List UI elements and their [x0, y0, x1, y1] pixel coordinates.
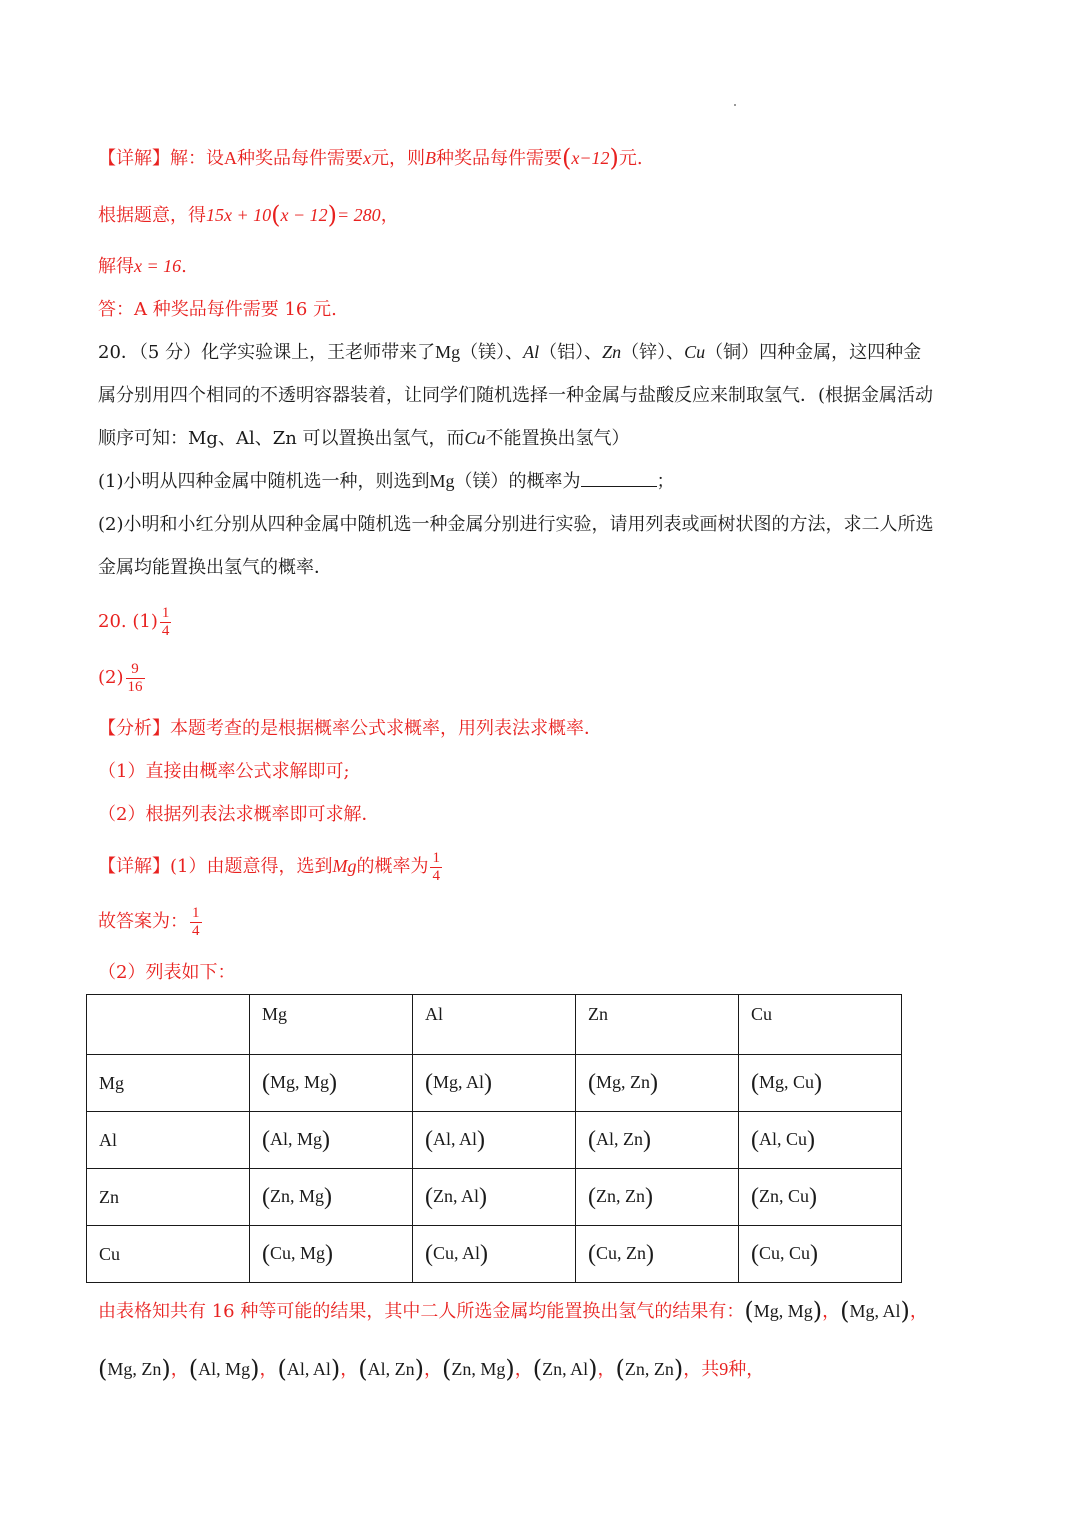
stray-dot [734, 104, 736, 106]
analysis-1: （1）直接由概率公式求解即可; [98, 761, 350, 782]
fraction: $\frac{9}{16}$ [127, 660, 143, 695]
table-cell: (Mg, Cu) [739, 1055, 902, 1112]
solution19-solve: 解得x = 16. [98, 256, 187, 277]
table-cell: (Cu, Zn) [576, 1226, 739, 1283]
row-label: Mg [87, 1055, 250, 1112]
fraction: $\frac{1}{4}$ [161, 604, 170, 639]
conclusion-line1: 由表格知共有 16 种等可能的结果，其中二人所选金属均能置换出氢气的结果有：(Mg, Mg)，(Mg, Al)， [98, 1297, 928, 1325]
table-cell: (Al, Zn) [576, 1112, 739, 1169]
table-cell: (Mg, Zn) [576, 1055, 739, 1112]
table-cell: (Al, Al) [413, 1112, 576, 1169]
fraction: $\frac{1}{4}$ [192, 904, 200, 939]
detail-part1: 【详解】(1）由题意得，选到Mg的概率为 $\frac{1}{4}$ [98, 849, 440, 884]
table-row [87, 1112, 902, 1169]
answer20-part2: (2) $\frac{9}{16}$ [98, 660, 143, 695]
table-header-cell: Zn [576, 995, 739, 1055]
question20-stem: 20．（5 分）化学实验课上，王老师带来了Mg（镁）、Al（铝）、Zn（锌）、Cu（铜）四种金属，这四种金 属分别用四个相同的不透明容器装着，让同学们随机选择一种金属与盐酸反应来制取氢气．(根据金属活动 顺序可知：Mg、Al、Zn 可以置换出氢气，而Cu不能置换出氢气） (1)小明从四种金属中随机选一种，则选到Mg（镁）的概率为 ； (2)小明和小红分别从四种金属中随机选一种金属分别进行实验，请用列表或画树状图的方法，求二人所选 金属均能置换出氢气的概率． [98, 342, 934, 578]
table-cell: (Cu, Al) [413, 1226, 576, 1283]
table-cell: (Mg, Al) [413, 1055, 576, 1112]
solution19-answer: 答：A 种奖品每件需要 16 元. [98, 299, 337, 320]
table-header-cell: Cu [739, 995, 902, 1055]
table-row [87, 1169, 902, 1226]
conclusion-line2: (Mg, Zn)，(Al, Mg)，(Al, Al)，(Al, Zn)，(Zn, Mg)，(Zn, Al)，(Zn, Zn)，共9种， [98, 1355, 765, 1383]
table-header-cell: Al [413, 995, 576, 1055]
table-cell: (Al, Mg) [250, 1112, 413, 1169]
answer20-part1: 20. (1) $\frac{1}{4}$ [98, 604, 170, 639]
analysis-2: （2）根据列表法求概率即可求解． [98, 804, 380, 825]
row-label: Al [87, 1112, 250, 1169]
table-cell: (Zn, Zn) [576, 1169, 739, 1226]
table-cell: (Cu, Mg) [250, 1226, 413, 1283]
table-cell: (Mg, Mg) [250, 1055, 413, 1112]
analysis: 【分析】本题考查的是根据概率公式求概率，用列表法求概率． [98, 718, 602, 739]
table-cell: (Zn, Cu) [739, 1169, 902, 1226]
solution19-equation: 根据题意，得15x + 10(x − 12)= 280， [98, 201, 399, 229]
table-cell: (Cu, Cu) [739, 1226, 902, 1283]
table-header-cell: Mg [250, 995, 413, 1055]
row-label: Zn [87, 1169, 250, 1226]
fraction: $\frac{1}{4}$ [432, 849, 440, 884]
table-cell: (Zn, Al) [413, 1169, 576, 1226]
row-label: Cu [87, 1226, 250, 1283]
table-header-row [87, 995, 902, 1055]
answer-blank [581, 468, 657, 487]
list-intro: （2）列表如下： [98, 962, 236, 983]
solution19-detail: 【详解】解：设A种奖品每件需要x元，则B种奖品每件需要(x−12)元. [98, 144, 643, 172]
answer-is: 故答案为： $\frac{1}{4}$ [98, 904, 200, 939]
table-cell: (Zn, Mg) [250, 1169, 413, 1226]
table-row [87, 1055, 902, 1112]
outcome-table [86, 994, 902, 1283]
table-row [87, 1226, 902, 1283]
table-header-cell [87, 995, 250, 1055]
table-cell: (Al, Cu) [739, 1112, 902, 1169]
